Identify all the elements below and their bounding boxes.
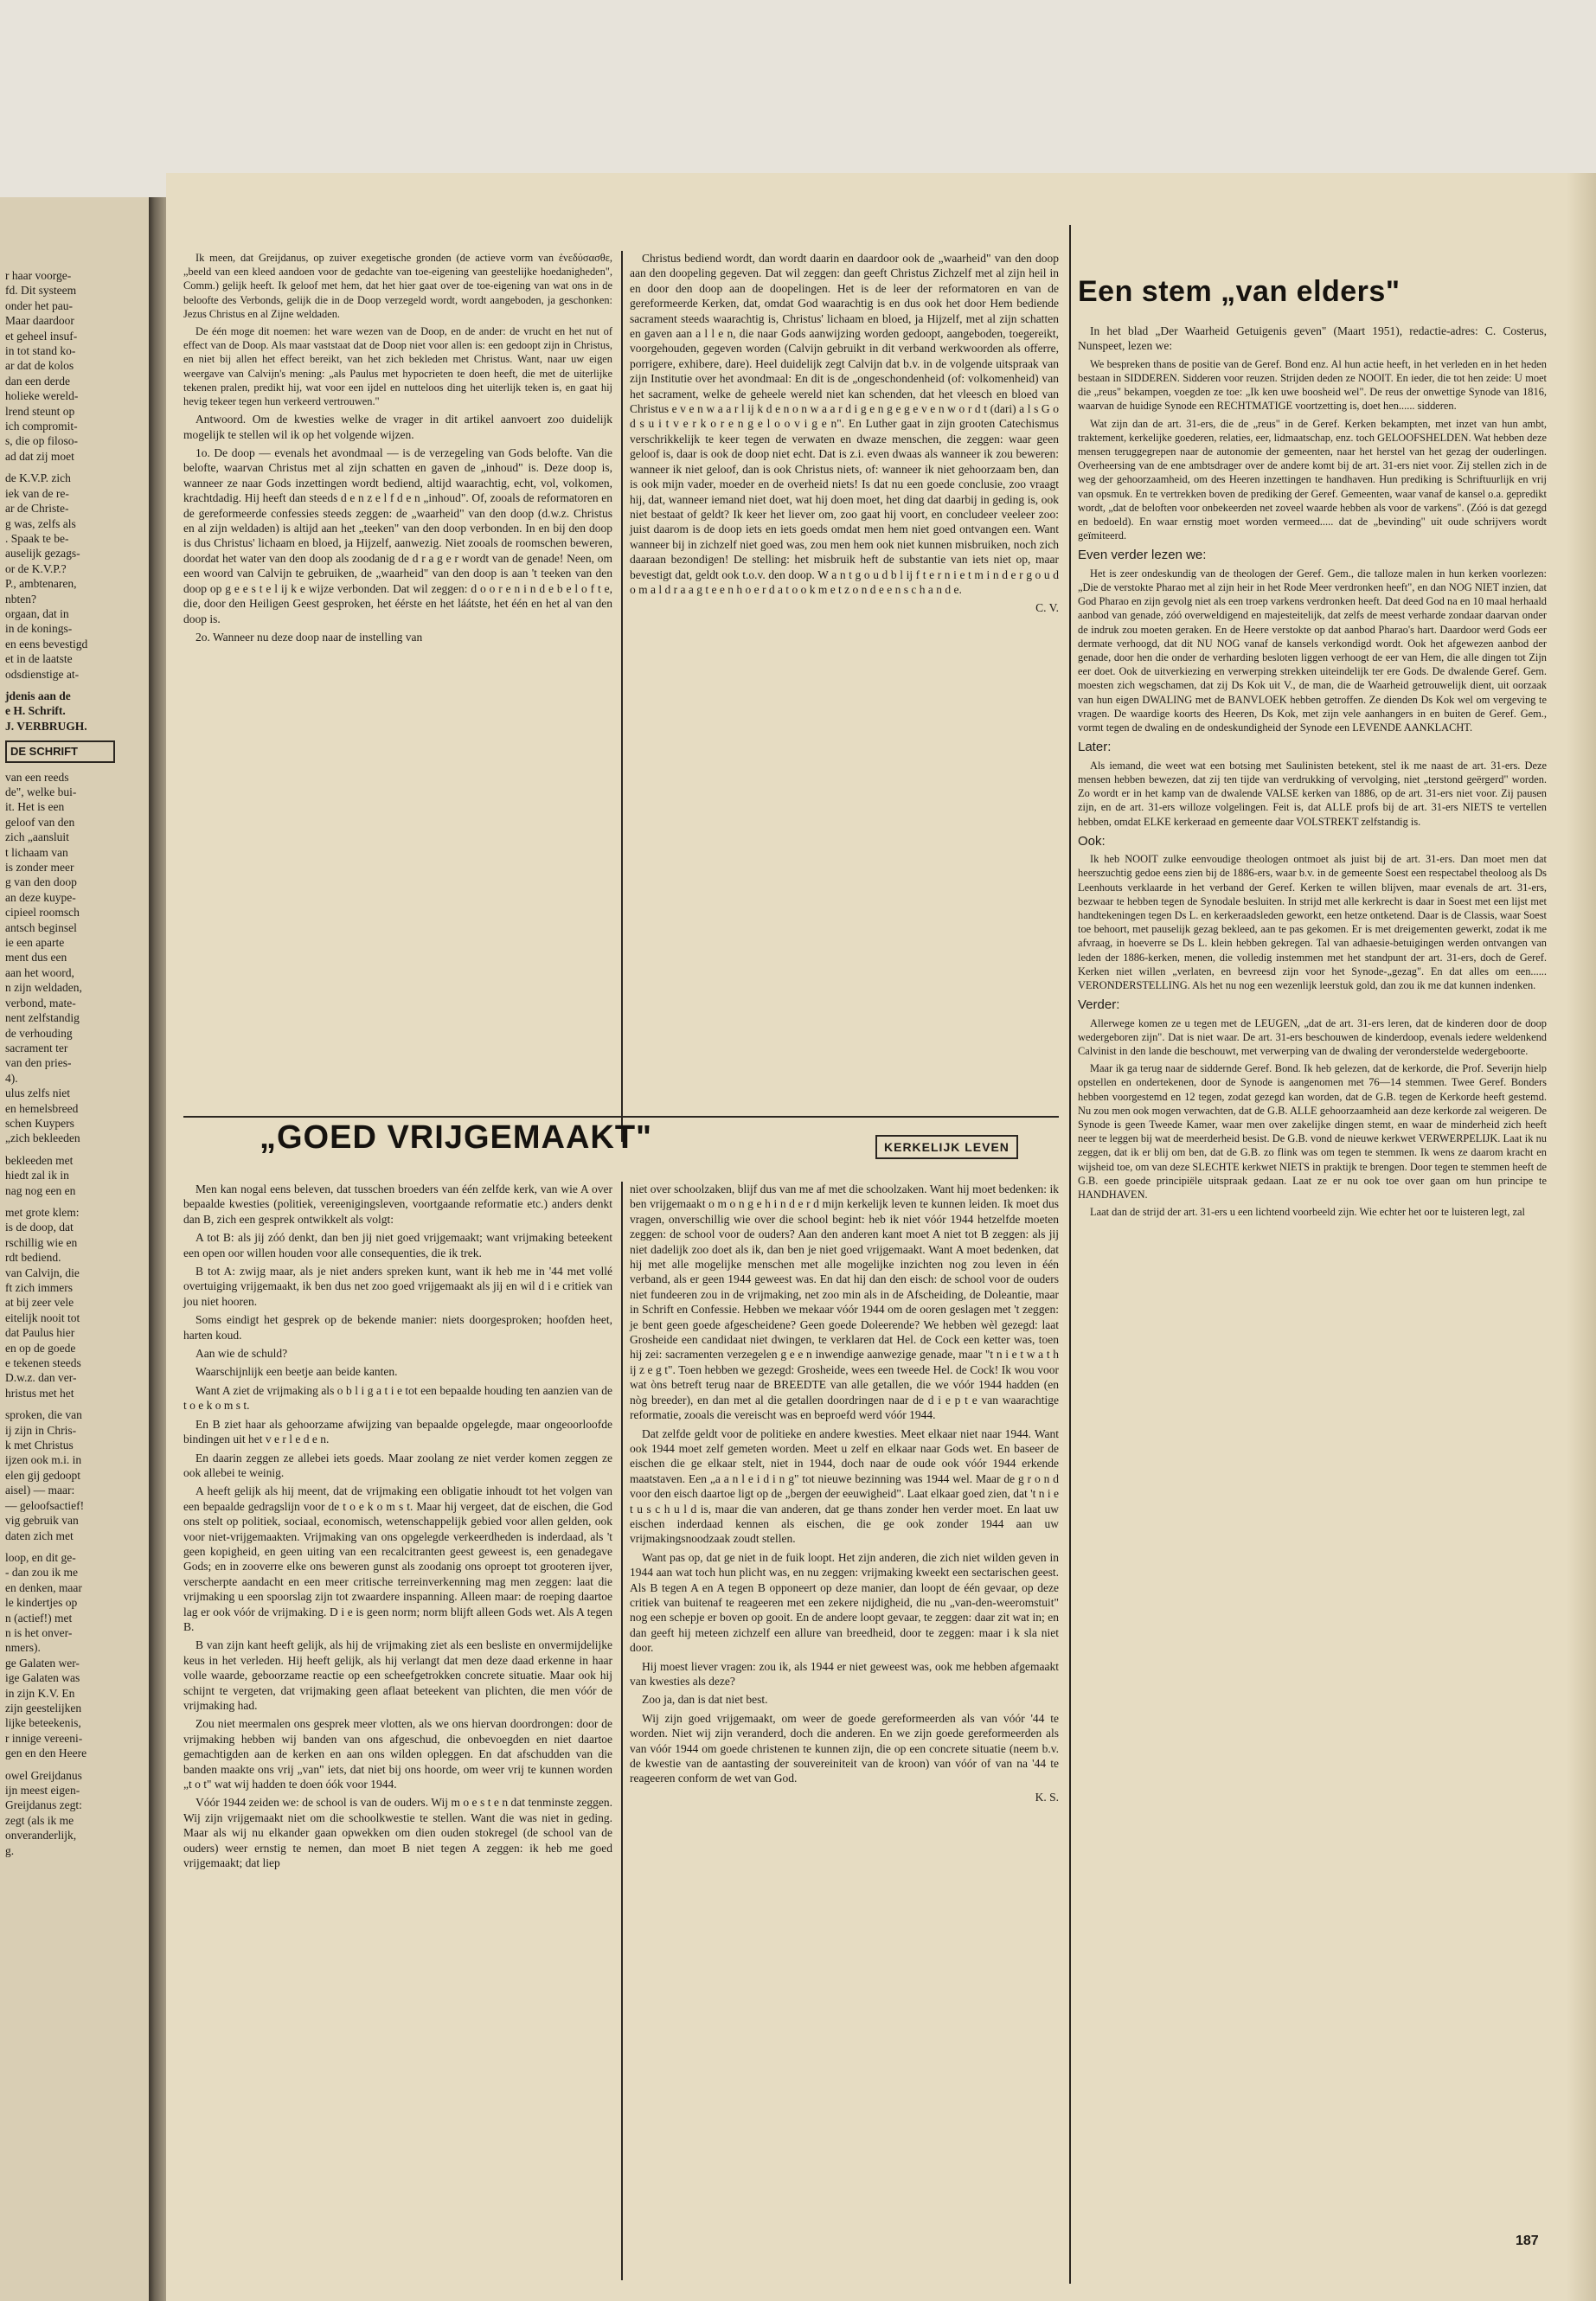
- article1-paragraph: Christus bediend wordt, dan wordt daarin en daardoor ook de „waarheid" van den doop aan den doopeling gegeven. Dat wil zeggen: dan geeft Christus Zichzelf met al zijn heil in en door den doop aan de doopelingen. Het is de leer der reformatoren en van de gereformeerde Kerken, dat, omdat God waarachtig is en dus ook het door Hem bediende sacrament steeds waarachtig is, Christus' lichaam en bloed, ja Hijzelf, met al zijn schatten en gaven aan a l l e n, die naar Gods aanwijzing worden gedoopt, aangeboden, toegereikt, voorgehouden, gegeven worden (Calvijn gebruikt in dit verband werkwoorden als offerre, porrigere, exhibere, dare). Heel duidelijk zegt Calvijn dat b.v. in de volgende uitspraak van zijn Institutie over het avondmaal: En dit is de „ongeschondenheid (of: volkomenheid) van het sacrament, welke de geheele wereld niet kan schenden, dat het vleesch en bloed van Christus e v e n w a a r l ij k d e n o n w a a r d i g e n g e g e v e n w o r d t (dari) a l s G o d s u i t v e r k o r e n g e l o o v i g e n". En Luther gaat in zijn grooten Catechismus verschrikkelijk te keer tegen de verwaten en dwaze menschen, die zeggen: waar geen geloof is, daar is ook de doop niet echt. Dat is z.i. even dwaas als wanneer ik zou beweren: wanneer ik niet geloof, dan is ook Christus niets, of: wanneer ik niet gehoorzaam ben, dan is ook mijn vader, moeder en de overheid niets! Is dat nu een goede conclusie, zoo vraagt hij, dat, wanneer iemand niet doet, wat hij doen moet, het ding dat daarbij in geding is, ook niet bestaat of geldt? Ik keer het liever om, zoo gaat hij voort, en concludeer veeleer zoo: juist daarom is de doop iets en iets goeds omdat men hem niet goed ontvangen een. Want wanneer bij in zichzelf niet goed was, zou men hem ook niet kunnen misbruiken, noch zich daaraan bezondigen! De stelling: het misbruik heft de substantie van iets niet op, maar bevestigt dat, geldt ook t.o.v. den doop. W a n t g o u d b l ij f t e r n i e t m i n d e r g o u d o m a l d r a a g t e e n h o e r d a t o o k m e t z o n d e e n s c h a n d e.: [630, 252, 1059, 596]
- page-number: 187: [1516, 2234, 1539, 2248]
- column-rule: [621, 1182, 623, 2280]
- article1-col2: [630, 251, 1059, 621]
- article1-paragraph: 1o. De doop — evenals het avondmaal — is de verzegeling van Gods belofte. Van die belofte, waarvan Christus met al zijn schatten en gaven de „inhoud" is. Deze doop is, wanneer ze naar Gods inzettingen wordt bediend, altijd waarachtig, echt, vol, volkomen, krachtdadig. Hij heeft dan steeds d e n z e l f d e n „inhoud". Of, zooals de reformatoren en de gereformeerde confessies steeds zeggen: de „waarheid" van den doop (d.w.z. Christus en al zijn weldaden) is altijd aan het „teeken" van den doop verbonden. In en bij den doop is dus Christus' lichaam en bloed, ja Hijzelf, aanwezig. Niet zooals de roomschen beweren, doordat het water van den doop als zoodanig de d r a g e r wordt van de genade! Neen, om een woord van Calvijn te gebruiken, de „waarheid" van den doop is aan 't teeken van den doop op g e e s t e l ij k e wijze verbonden. Dat wil zeggen: d o o r e n i n d e b e l o f t e, die, door den Heiligen Geest gesproken, het éérste en het láátste, het één en het al van den doop is.: [183, 446, 612, 625]
- article2-paragraph: Zoo ja, dan is dat niet best.: [642, 1693, 768, 1707]
- article2-paragraph: Hij moest liever vragen: zou ik, als 1944 er niet geweest was, ook me hebben afgemaakt van kwesties als deze?: [630, 1659, 1059, 1688]
- left-page-fragment: [0, 197, 149, 2301]
- article2-paragraph: Waarschijnlijk een beetje aan beide kanten.: [195, 1365, 398, 1379]
- article3-paragraph: Maar ik ga terug naar de siddernde Geref. Bond. Ik heb gelezen, dat de kerkorde, die Prof. Severijn hielp opstellen en ondertekenen, door de Synode is aangenomen met 76—14 stemmen. Twee Geref. Bonders hebben voorgestemd en 12 tegen, zodat gezegd kan worden, dat de G.B. tegen de Kerkorde heeft gestemd. Nu zou men ook mogen verwachten, dat de G.B. ALLE gehoorzaamheid aan deze kerkorde zal weigeren. De Synode is geen Tweede Kamer, waar men over zakelijke dingen stemt, en waar de minderheid zich heeft neer te leggen bij wat de meerderheid besist. De G.B. vond de nieuwe kerkwet VERWERPELIJK. Laat ik nu zeggen, dat ik er blij om ben, dat de G.B. zo flink was om tegen te stemmen. Ik wens ze daarom kracht en wijsheid toe, om van deze SLECHTE kerkwet NIETS in praktijk te brengen. Door tegen te stemmen heeft de G.B. een goede principiële uitspraak gedaan. Laat ze er nu ook toe over gaan om hun principe te HANDHAVEN.: [1078, 1062, 1547, 1201]
- article2-paragraph: Dat zelfde geldt voor de politieke en andere kwesties. Meet elkaar niet naar 1944. Want ook 1944 moet zelf gemeten worden. Meet u zelf en elkaar naar Gods wet. En baseer de eischen die ge elkaar stelt, niet in 1944, doch naar de oude ook vóór 1944 erkende maatstaven. Een „a a n l e i d i n g" tot nieuwe bezinning was 1944 wel. Maar de g r o n d voor den eisch daartoe ligt op de „bergen der eeuwigheid". Laat elkaar goed zien, dat 't n i e t u s c h u l d is, maar die van anderen, dat ge thans zonder hen verder moet. En laat uw eischen inderdaad kennen als eischen, die ge ook zonder 1944 aan uw vrijmakingsnoodzaak zoudt stellen.: [630, 1426, 1059, 1546]
- article2-paragraph: Want A ziet de vrijmaking als o b l i g a t i e tot een bepaalde houding ten aanzien van de t o e k o m s t.: [183, 1383, 612, 1413]
- article3-col: [1078, 324, 1547, 1222]
- article3-section-label: Ook:: [1078, 833, 1106, 849]
- left-line-block: loop, en dit ge- - dan zou ik me en denken, maar le kindertjes op n (actief!) met n is het onver- nmers). ge Galaten wer- ige Galaten was in zijn K.V. En zijn geestelijken lijke beteekenis, r innige vereeni- gen en den Heere: [5, 1550, 87, 1760]
- article2-paragraph: A heeft gelijk als hij meent, dat de vrijmaking een obligatie inhoudt tot het volgen van een bepaalde gedragslijn voor de t o e k o m s t. Maar hij vergeet, dat de eischen, die God ons stelt op politiek, sociaal, economisch, wetenschappelijk gebied voor allen gelden, ook voor niet-vrijgemaakten. Vrijmaking van ons opgelegde verkeerdheden is inderdaad, als 't geen kopigheid, en geen uiting van een recalcitranten geest geweest is, een genadegave Gods; en in zooverre elke ons beweren gunst als zoodanig ons oproept tot grooteren ijver, verscherpte aandacht en een meer critische terreinverkenning mag men zeggen: laat die vrijmaking u een spoorslag zijn tot zwaardere inspanning. Alleen maar: de roeping daartoe lag er ook vóór de vrijmaking. D i e is geen norm; norm blijft alleen Gods wet. Als A tegen B.: [183, 1484, 612, 1633]
- article2-paragraph: Men kan nogal eens beleven, dat tusschen broeders van één zelfde kerk, van wie A over bepaalde kwesties (politiek, vereenigingsleven, voortgaande reformatie etc.) anders denkt dan B, zich een gesprek ontwikkelt als volgt:: [183, 1183, 612, 1226]
- scan-background: [0, 0, 1596, 197]
- article3-paragraph: Laat dan de strijd der art. 31-ers u een lichtend voorbeeld zijn. Wie echter het oor te luisteren legt, zal: [1090, 1206, 1525, 1219]
- left-line-block: sproken, die van ij zijn in Chris- k met Christus ijzen ook m.i. in elen gij gedoopt aisel) — maar: — geloofsactief! vig gebruik van daten zich met: [5, 1408, 85, 1542]
- article2-headline: „GOED VRIJGEMAAKT": [260, 1119, 653, 1156]
- article2-col1: [183, 1182, 612, 1874]
- left-line-block: jdenis aan de e H. Schrift. J. VERBRUGH.: [5, 689, 87, 733]
- article2-paragraph: Zou niet meermalen ons gesprek meer vlotten, als we ons hiervan doordrongen: door de vrijmaking hebben wij banden van ons afgeschud, die onbevoegden en niet daartoe gemachtigden aan de kerken en aan ons wilden opleggen. En dat afschudden van die banden maakte ons vrij „van" iets, dat niet bij ons hoorde, om weer vrij te kunnen worden „t o t" wat wij hadden te doen óók voor 1944.: [183, 1717, 612, 1791]
- article3-section-label: Later:: [1078, 740, 1112, 755]
- article3-headline: Een stem „van elders": [1078, 275, 1401, 308]
- article2-col2: [630, 1182, 1059, 1810]
- page-gutter: [149, 197, 166, 2301]
- left-section-label: DE SCHRIFT: [5, 740, 115, 762]
- article3-section-label: Verder:: [1078, 997, 1120, 1013]
- left-line-block: van een reeds de", welke bui- it. Het is een geloof van den zich „aansluit t lichaam van is zonder meer g van den doop an deze kuype- cipieel roomsch antsch beginsel ie een aparte ment dus een aan het woord, n zijn weldaden, verbond, mate- nent zelfstandig de verhouding sacrament ter van den pries- 4). ulus zelfs niet en hemelsbreed schen Kuypers „zich bekleeden: [5, 770, 82, 1145]
- article1-paragraph: Ik meen, dat Greijdanus, op zuiver exegetische gronden (de actieve vorm van ἐνεδύσασθε, „beeld van een kleed aandoen voor de gedachte van toe-eigening van geestelijke hoedanigheden", Comm.) gelijk heeft. Ik geloof met hem, dat het hier gaat over de toe-eigening van wat ons in de beloofte des Verbonds, gelijk die in de Doop verzegeld wordt, wordt aangeboden, ja geschonken: Jezus Christus en al Zijne weldaden.: [183, 252, 612, 320]
- article2-paragraph: Wij zijn goed vrijgemaakt, om weer de goede gereformeerden als van vóór '44 te worden. Niet wij zijn veranderd, doch die anderen. En we zijn goede gereformeerden als van vóór 1944 om goede christenen te kunnen zijn, die op een concrete situatie (neem b.v. de kwestie van de aantasting der souvereiniteit van de kroon) van vóór of van na '44 te reageeren conform de wet van God.: [630, 1711, 1059, 1785]
- article3-section-label: Even verder lezen we:: [1078, 548, 1207, 563]
- page-edge-shadow: [1567, 173, 1596, 2301]
- article1-signature: C. V.: [1035, 601, 1059, 615]
- left-page-text: [5, 268, 144, 1865]
- article2-paragraph: Vóór 1944 zeiden we: de school is van de ouders. Wij m o e s t e n dat tenminste zeggen. Wij zijn vrijgemaakt niet om die schoolkwestie te stellen. Want die was niet in geding. Maar als wij nu elkander gaan opwekken om dien ouden stokregel (de school van de ouders) weer ernstig te nemen, dan moet B niet tegen A zeggen: ik heb me goed vrijgemaakt; dat liep: [183, 1796, 612, 1870]
- article2-paragraph: niet over schoolzaken, blijf dus van me af met die schoolzaken. Want hij moet bedenken: ik ben vrijgemaakt o m o n g e h i n d e r d mijn kerkelijk leven te kunnen leiden. Ik moet dus vragen, onverschillig wie over die school begint: heb ik niet vóór 1944 hetzelfde moeten zeggen: de school voor de ouders? Aan den anderen kant moet A niet tot B zeggen: als jij niet dadelijk zoo doet als ik, dan ben je niet goed vrijgemaakt. Want A moet bedenken, dat hij met alle mogelijke menschen met alle mogelijke inzichten nog zou leven in één verband, als er geen 1944 geweest was. En dat hij dan den eisch: de school voor de ouders niet fundeeren zou in de vrijmaking, net zoo min als in de Afscheiding, de Doleantie, maar in Schrift en Confessie. Hebben we mekaar vóór 1944 om de ooren geslagen met 't zeggen: je bent geen goede afgescheidene? Geen goede Doleerende? We hebben wèl gezegd: laat Grosheide een candidaat niet dwingen, te verklaren dat Hel. de Cock een ketter was, toen hij zei: sacramenten verzegelen g e e n inwendige aanwezige genade, maar "t n i e t w a t h ij z e g t". Toen hebben we gezegd: Grosheide, wees een tweede Hel. de Cock! Ik wou voor wat òns betreft terug naar de BREEDTE van alle getallen, die we vóór 1944 hadden (en nòg breeder), en dan met al die getallen doordringen naar de d i e p t e van waarachtige reformatie, zooals die vereischt was en beproefd werd vóór 1944.: [630, 1183, 1059, 1422]
- article1-paragraph: 2o. Wanneer nu deze doop naar de instelling van: [195, 630, 423, 644]
- newspaper-page: [166, 173, 1596, 2301]
- article2-paragraph: En B ziet haar als gehoorzame afwijzing van bepaalde opgelegde, maar ongeoorloofde bindingen uit het v e r l e d e n.: [183, 1417, 612, 1446]
- column-rule: [1069, 225, 1071, 2284]
- article3-intro: In het blad „Der Waarheid Getuigenis geven" (Maart 1951), redactie-adres: C. Costerus, Nunspeet, lezen we:: [1078, 324, 1547, 353]
- article3-paragraph: Het is zeer ondeskundig van de theologen der Geref. Gem., die talloze malen in hun kerken voorlezen: „Die de verstokte Pharao met al zijn heir in het Rode Meer verdronken heeft", en dan NOG NIET inzien, dat God Pharao en zijn gevolg niet als een troep varkens verdronken heeft. Dat deed God na en 10 maal herhaald aanbod van genade, zóó overweldigend en majesteitelijk, dat zelfs de meest verharde zondaar daarvan onder de indruk zou moeten geraken. En de Heere verstokte op dat aanbod Pharao's hart. Daardoor werd Gods eer dermate verhoogd, dat dit NU NOG vanaf de kansels verkondigd wordt. Ook het afgewezen aanbod der genade, door hen die onder de verharding besloten liggen verhoogt de eer van Hem, die alle dingen tot Zijn eer doet. Ook de uitverkiezing en verwerping strekken uiteindelijk ter ere Gods. De dwalende Geref. Gem. moesten zich wegschamen, dat zij Ds Kok uit V., de man, die de Waarheid getrouwelijk dient, uit oorzaak van hun eigen DWALING met de BANVLOEK hebben getroffen. Ze dienden Ds Kok wel om vergeving te vragen. De waardige koorts des Heeren, Ds Kok, met zijn vele aanhangers in en buiten de Geref. Gem., vormt tegen de dwaling en de ondeskundigheid der Synode een LEVENDE AANKLACHT.: [1078, 567, 1547, 734]
- left-line-block: r haar voorge- fd. Dit systeem onder het pau- Maar daardoor et geheel insuf- in tot stand ko- ar dat de kolos dan een derde holieke wereld- lrend steunt op ich compromit- s, die op filoso- ad dat zij moet: [5, 269, 79, 463]
- left-line-block: met grote klem: is de doop, dat rschillig wie en rdt bediend. van Calvijn, die ft zich immers at bij zeer vele eitelijk nooit tot dat Paulus hier en op de goede e tekenen steeds D.w.z. dan ver- hristus met het: [5, 1205, 81, 1400]
- column-rule: [621, 251, 623, 1142]
- article2-signature: K. S.: [1035, 1790, 1059, 1804]
- article2-paragraph: Want pas op, dat ge niet in de fuik loopt. Het zijn anderen, die zich niet wilden geven in 1944 aan wat toch hun plicht was, en nu zeggen: vrijmaking kweekt een sectarischen geest. Als B tegen A en A tegen B opponeert op deze manier, dan loopt de één gevaar, op deze critiek van buitenaf te reageeren met een zekere nijdigheid, die nu „van-den-weeromstuit" nog een schepje er boven op gooit. En de andere loopt gevaar, te zeggen: daar zit wat in; en dan geeft hij meteen zichzelf een allure van breedheid, door te zeggen: maar i k sla niet door.: [630, 1550, 1059, 1655]
- article1-paragraph: De één moge dit noemen: het ware wezen van de Doop, en de ander: de vrucht en het nut of effect van de Doop. Als maar vaststaat dat de Doop niet voor allen is: een gedoopt zijn in Christus, en niet bij allen het effect bereikt, van het zich bekleden met Christus. Want, naar uw eigen weergave van Calvijn's mening: „als Paulus met hypocrieten te doen heeft, die met de uiterlijke tekenen pralen, predikt hij, wat voor een ijdel en nutteloos ding het uiterlijk teken is, en gaat hij hevig tekeer tegen hun verkeerd vertrouwen.": [183, 325, 612, 408]
- left-line-block: de K.V.P. zich iek van de re- ar de Christe- g was, zelfs als . Spaak te be- auselijk gezags- or de K.V.P.? P., ambtenaren, nbten? orgaan, dat in in de konings- en eens bevestigd et in de laatste odsdienstige at-: [5, 471, 88, 681]
- article2-paragraph: B van zijn kant heeft gelijk, als hij de vrijmaking ziet als een besliste en onvermijdelijke keus in het verleden. Hij heeft gelijk, als hij verlangt dat men deze daad erkenne in haar volle waarde, geboorzame reactie op een scheefgetrokken concrete situatie. Maar ook hij schijnt te vergeten, dat vrijmaking geen aflaat beteekent van plichten, die men vóór de vrijmaking had.: [183, 1638, 612, 1712]
- article2-rubric: KERKELIJK LEVEN: [875, 1135, 1018, 1159]
- article1-paragraph: Antwoord. Om de kwesties welke de vrager in dit artikel aanvoert zoo duidelijk mogelijk te stellen wil ik op het volgende wijzen.: [183, 413, 612, 441]
- article2-paragraph: En daarin zeggen ze allebei iets goeds. Maar zoolang ze niet verder komen zeggen ze ook allebei te weinig.: [183, 1451, 612, 1479]
- left-line-block: bekleeden met hiedt zal ik in nag nog een en: [5, 1153, 76, 1197]
- article2-top-rule: [183, 1116, 1059, 1118]
- left-line-block: owel Greijdanus ijn meest eigen- Greijdanus zegt: zegt (als ik me onveranderlijk, g.: [5, 1768, 82, 1857]
- article2-paragraph: Soms eindigt het gesprek op de bekende manier: niets doorgesproken; hoofden heet, harten koud.: [183, 1313, 612, 1342]
- article3-paragraph: We bespreken thans de positie van de Geref. Bond enz. Al hun actie heeft, in het verleden en in het heden bestaan in SIDDEREN. Sidderen voor reuzen. Strijden deden ze NOOIT. En ieder, die tot hen zeide: U moet die „reus" bekampen, voegden ze toe: „Ik ken uwe boosheid wel". De reus der onwettige Synode van 1816, waarvan de huidige Synode een RECHTMATIGE voortzetting is, doet hen...... sidderen.: [1078, 357, 1547, 413]
- article2-paragraph: Aan wie de schuld?: [195, 1347, 288, 1361]
- article2-paragraph: B tot A: zwijg maar, als je niet anders spreken kunt, want ik heb me in '44 met vollé overtuiging vrijgemaakt, ik ben dus net zoo goed vrijgemaakt als jij en wil d i e critiek van jou niet hooren.: [183, 1265, 612, 1308]
- article1-col1: [183, 251, 612, 648]
- article3-paragraph: Wat zijn dan de art. 31-ers, die de „reus" in de Geref. Kerken bekampten, met inzet van hun ambt, traktement, kerkelijke goederen, relaties, eer, lidmaatschap, enz. toch GELOOFSHELDEN. Wat hebben deze mensen teruggegrepen naar de autonomie der gemeenten, naar het herstel van het gezag der ouderlingen. Overheersing van de ene ambtsdrager over de andere komt bij de art. 31-ers niet voor. Zij stellen zich in de weg der gehoorzaamheid, om des Heeren inzettingen te handhaven. Hun prediking is Schriftuurlijk en vrij van opsmuk. En te vertrekken boven de prediking der Geref. Gemeenten, waar vanaf de kansel o.a. gepredikt wordt, „dat de beloften voor onbekeerden net zoveel waarde hebben als voor de varkens". (Zóó is dat gezegd en bedoeld). En waar ernstig moet worden vermeed..... dat de „bevinding" uit oude schrijvers wordt geïmiteerd.: [1078, 417, 1547, 542]
- article3-paragraph: Ik heb NOOIT zulke eenvoudige theologen ontmoet als juist bij de art. 31-ers. Dan moet men dat heerszuchtig gedoe eens zien bij de 1886-ers, waar b.v. in de gemeente Soest een respectabel theoloog als Ds Leenhouts verklaarde in het verband der Geref. Kerken te willen blijven, maar evenals de art. 31-ers, bezwaar te hebben tegen de Synodale besluiten. In strijd met alle kerkrecht is daar in Soest met een lijst met handtekeningen tegen Ds L. en kerkeraadsleden geworkt, een hetze ontketend. Daar is de Classis, waar Soest toe behoort, met pauselijk gezag bekleed, aan te pas gekomen. Er is met dreigementen gewerkt, zodat ik me afvraag, in hoeverre se Ds L. klein hebben gekregen. Tal van adhaesie-betuigingen werden ontvangen van leden der 1886-kerken, menen, die volledig instemmen met het standpunt der art. 31-ers, doch de Geref. Kerken niet willen „verlaten, en bevreesd zijn voor het Synode-„gezag". En dat alles om een...... VERONDERSTELLING. Als het nu nog een wezenlijk leerstuk gold, dan zou ik me dat kunnen indenken.: [1078, 853, 1547, 991]
- article3-paragraph: Allerwege komen ze u tegen met de LEUGEN, „dat de art. 31-ers leren, dat de kinderen door de doop wedergeboren zijn". Dat is niet waar. De art. 31-ers beschouwen de kinderdoop, evenals iedere weldenkend Calvinist in den lande die beschouwt, met verwerping van de dwaling der veronderstelde wedergeboorte.: [1078, 1016, 1547, 1057]
- article3-paragraph: Als iemand, die weet wat een botsing met Saulinisten betekent, stel ik me naast de art. 31-ers. Deze mensen hebben bewezen, dat zij ten tijde van verdrukking of vervolging, niet „terstond geërgerd" worden. Zo wordt er in het kamp van de dwalende VALSE kerken van 1886, op de art. 31-ers niet voor. Zij pausen zijn, en de art. 31-ers willoze volgelingen. Feit is, dat ALLE profs bij de art. 31-ers NIETS te vertellen hebben, omdat ELKE kerkeraad en gemeente daar VOLSTREKT zelfstandig is.: [1078, 759, 1547, 828]
- article2-paragraph: A tot B: als jij zóó denkt, dan ben jij niet goed vrijgemaakt; want vrijmaking beteekent een open oor willen houden voor alle consequenties, die ik trek.: [183, 1231, 612, 1259]
